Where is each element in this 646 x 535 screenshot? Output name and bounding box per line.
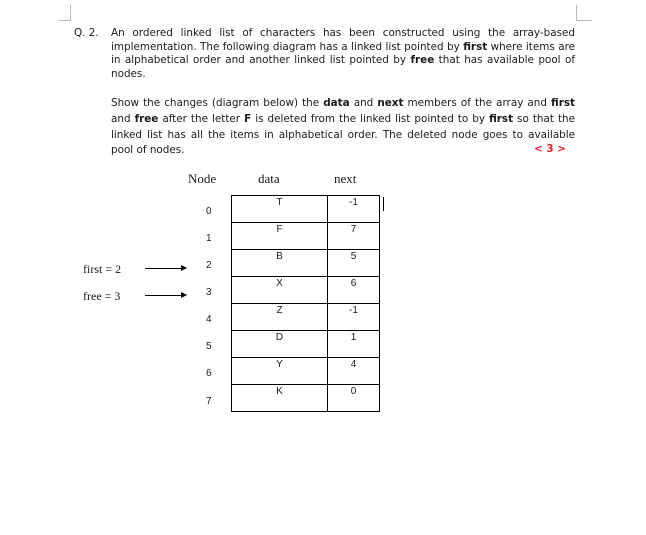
node-index-4: 4 — [206, 314, 212, 325]
first-arrow-icon — [145, 268, 186, 269]
data-cell: K — [232, 385, 328, 412]
bold-term-next: next — [377, 97, 404, 109]
header-next: next — [334, 171, 357, 186]
text-run: after the letter — [158, 112, 245, 125]
data-cell: Y — [232, 358, 328, 385]
node-index-0: 0 — [206, 206, 212, 217]
next-cell: 1 — [328, 331, 380, 358]
node-index-2: 2 — [206, 260, 212, 271]
node-index-1: 1 — [206, 233, 212, 244]
data-cell: B — [232, 250, 328, 277]
next-cell: 5 — [328, 250, 380, 277]
bold-term-free: free — [410, 54, 435, 67]
question-paragraph-2 — [111, 96, 575, 159]
bold-term-f: F — [244, 112, 252, 125]
text-run: that has available pool of nodes. — [111, 54, 576, 80]
text-run: where items are in alphabetical order and another linked list pointed by — [111, 40, 576, 67]
data-cell: X — [232, 277, 328, 304]
text-run: An ordered linked list of characters has been constructed using the array-based implementation. The following diagram has a linked list pointed by — [111, 27, 575, 53]
table-row — [232, 277, 380, 304]
text-run: is deleted from the linked list pointed to by — [251, 112, 490, 125]
text-cursor — [383, 197, 384, 211]
table-row — [232, 358, 380, 385]
text-run: and — [349, 97, 378, 109]
table-row — [232, 304, 380, 331]
bold-term-first: first — [551, 97, 576, 109]
table-row — [232, 331, 380, 358]
text-run: members of the array and — [403, 97, 552, 109]
table-row — [232, 196, 380, 223]
question-number: Q. 2. — [74, 27, 99, 39]
free-arrow-icon — [145, 295, 186, 296]
text-run: so that the linked list has all the items in alphabetical order. The deleted node goes to available pool of nodes. — [111, 112, 575, 157]
next-cell: 4 — [328, 358, 380, 385]
bold-term-first: first — [489, 112, 514, 125]
next-cell: -1 — [328, 196, 380, 223]
first-pointer-label: first = 2 — [83, 262, 122, 276]
next-cell: 6 — [328, 277, 380, 304]
free-pointer-label: free = 3 — [83, 289, 121, 303]
table-row — [232, 250, 380, 277]
next-cell: -1 — [328, 304, 380, 331]
text-run: Show the changes (diagram below) the — [111, 97, 324, 109]
page-corner-mark-top-left — [58, 5, 71, 21]
question-paragraph-1 — [111, 27, 575, 81]
text-run: and — [111, 112, 135, 125]
marks-label: < 3 > — [534, 143, 566, 155]
data-cell: Z — [232, 304, 328, 331]
next-cell: 0 — [328, 385, 380, 412]
bold-term-free: free — [134, 112, 159, 125]
node-index-6: 6 — [206, 368, 212, 379]
next-cell: 7 — [328, 223, 380, 250]
bold-term-first: first — [463, 40, 488, 53]
linked-list-array-table — [231, 195, 380, 412]
node-index-7: 7 — [206, 396, 212, 407]
table-row — [232, 385, 380, 412]
node-index-5: 5 — [206, 341, 212, 352]
data-cell: F — [232, 223, 328, 250]
data-cell: D — [232, 331, 328, 358]
bold-term-data: data — [323, 97, 350, 109]
header-node: Node — [188, 171, 217, 186]
table-row — [232, 223, 380, 250]
node-index-3: 3 — [206, 287, 212, 298]
data-cell: T — [232, 196, 328, 223]
page-corner-mark-top-right — [576, 5, 592, 21]
header-data: data — [258, 171, 280, 186]
